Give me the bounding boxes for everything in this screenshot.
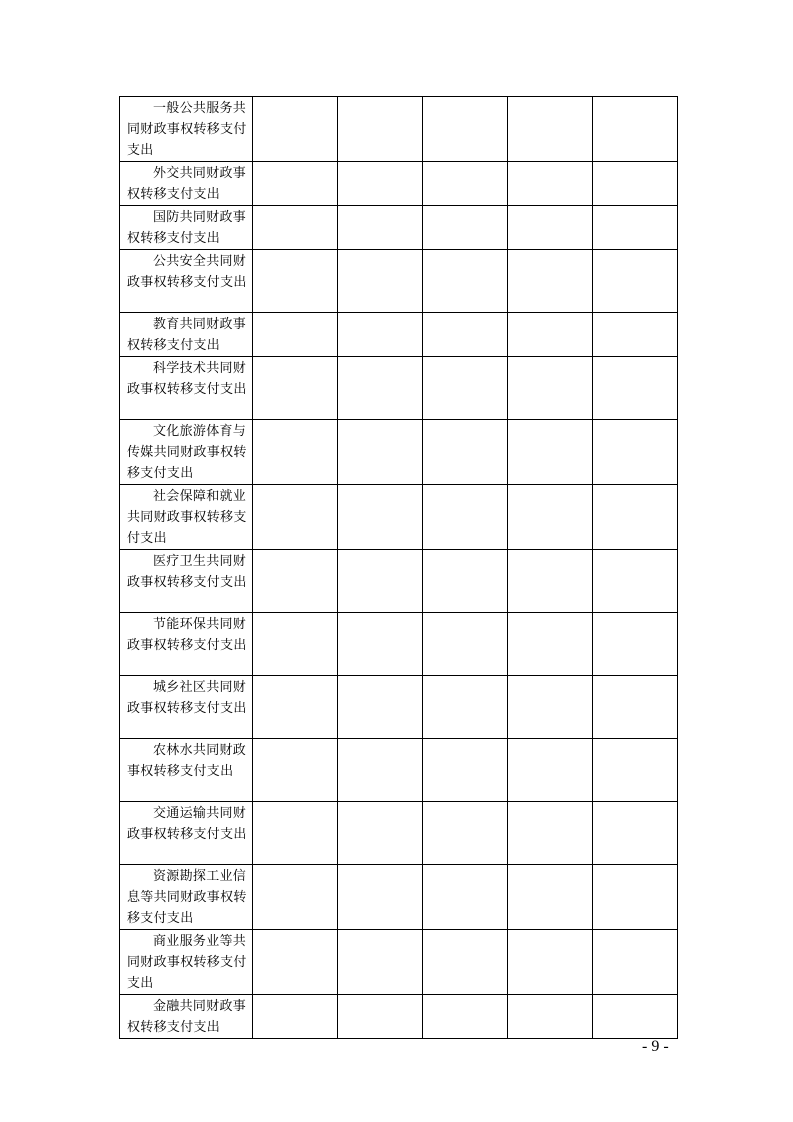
value-cell (508, 97, 593, 162)
value-cell (508, 865, 593, 930)
value-cell (338, 930, 423, 995)
value-cell (508, 162, 593, 206)
value-cell (253, 995, 338, 1039)
value-cell (338, 485, 423, 550)
value-cell (338, 357, 423, 420)
value-cell (253, 739, 338, 802)
value-cell (508, 739, 593, 802)
value-cell (593, 550, 678, 613)
row-label: 医疗卫生共同财政事权转移支付支出 (120, 550, 253, 613)
value-cell (253, 676, 338, 739)
table-row (120, 802, 678, 865)
value-cell (253, 802, 338, 865)
row-label: 一般公共服务共同财政事权转移支付支出 (120, 97, 253, 162)
value-cell (423, 739, 508, 802)
value-cell (593, 162, 678, 206)
value-cell (338, 802, 423, 865)
table-row (120, 97, 678, 162)
value-cell (338, 206, 423, 250)
value-cell (423, 97, 508, 162)
value-cell (593, 420, 678, 485)
table-row (120, 865, 678, 930)
value-cell (253, 162, 338, 206)
value-cell (253, 313, 338, 357)
value-cell (253, 550, 338, 613)
value-cell (423, 613, 508, 676)
value-cell (593, 250, 678, 313)
value-cell (508, 613, 593, 676)
row-label: 文化旅游体育与传媒共同财政事权转移支付支出 (120, 420, 253, 485)
value-cell (593, 485, 678, 550)
value-cell (423, 930, 508, 995)
value-cell (508, 420, 593, 485)
table-row (120, 250, 678, 313)
value-cell (338, 313, 423, 357)
table-row (120, 485, 678, 550)
value-cell (253, 357, 338, 420)
table-row (120, 613, 678, 676)
value-cell (423, 313, 508, 357)
row-label: 城乡社区共同财政事权转移支付支出 (120, 676, 253, 739)
value-cell (593, 357, 678, 420)
value-cell (338, 162, 423, 206)
value-cell (423, 676, 508, 739)
value-cell (253, 613, 338, 676)
value-cell (253, 865, 338, 930)
row-label: 资源勘探工业信息等共同财政事权转移支付支出 (120, 865, 253, 930)
row-label: 公共安全共同财政事权转移支付支出 (120, 250, 253, 313)
value-cell (508, 357, 593, 420)
value-cell (593, 97, 678, 162)
row-label: 农林水共同财政事权转移支付支出 (120, 739, 253, 802)
value-cell (508, 676, 593, 739)
value-cell (508, 250, 593, 313)
table-row (120, 162, 678, 206)
row-label: 交通运输共同财政事权转移支付支出 (120, 802, 253, 865)
value-cell (253, 97, 338, 162)
value-cell (423, 357, 508, 420)
row-label: 教育共同财政事权转移支付支出 (120, 313, 253, 357)
table-row (120, 357, 678, 420)
value-cell (338, 739, 423, 802)
transfer-payment-table (119, 96, 678, 1039)
row-label: 国防共同财政事权转移支付支出 (120, 206, 253, 250)
value-cell (593, 676, 678, 739)
value-cell (508, 802, 593, 865)
value-cell (253, 206, 338, 250)
value-cell (423, 865, 508, 930)
value-cell (338, 676, 423, 739)
table-row (120, 995, 678, 1039)
page-number: - 9 - (642, 1038, 669, 1055)
value-cell (593, 739, 678, 802)
value-cell (253, 420, 338, 485)
value-cell (338, 97, 423, 162)
row-label: 外交共同财政事权转移支付支出 (120, 162, 253, 206)
value-cell (593, 930, 678, 995)
table-row (120, 930, 678, 995)
value-cell (338, 613, 423, 676)
table-row (120, 550, 678, 613)
value-cell (253, 485, 338, 550)
table-row (120, 739, 678, 802)
value-cell (423, 802, 508, 865)
value-cell (593, 995, 678, 1039)
value-cell (508, 485, 593, 550)
table-row (120, 313, 678, 357)
value-cell (423, 420, 508, 485)
value-cell (593, 206, 678, 250)
value-cell (338, 550, 423, 613)
value-cell (593, 313, 678, 357)
value-cell (508, 206, 593, 250)
row-label: 科学技术共同财政事权转移支付支出 (120, 357, 253, 420)
value-cell (508, 550, 593, 613)
value-cell (423, 995, 508, 1039)
value-cell (253, 250, 338, 313)
value-cell (508, 930, 593, 995)
value-cell (593, 613, 678, 676)
row-label: 商业服务业等共同财政事权转移支付支出 (120, 930, 253, 995)
value-cell (423, 550, 508, 613)
row-label: 社会保障和就业共同财政事权转移支付支出 (120, 485, 253, 550)
value-cell (253, 930, 338, 995)
table-row (120, 420, 678, 485)
row-label: 金融共同财政事权转移支付支出 (120, 995, 253, 1039)
table-row (120, 206, 678, 250)
row-label: 节能环保共同财政事权转移支付支出 (120, 613, 253, 676)
value-cell (423, 485, 508, 550)
value-cell (423, 250, 508, 313)
table-body (120, 97, 678, 1039)
table-row (120, 676, 678, 739)
value-cell (593, 802, 678, 865)
value-cell (338, 420, 423, 485)
value-cell (338, 250, 423, 313)
value-cell (508, 995, 593, 1039)
value-cell (423, 206, 508, 250)
value-cell (338, 995, 423, 1039)
value-cell (423, 162, 508, 206)
value-cell (593, 865, 678, 930)
value-cell (508, 313, 593, 357)
value-cell (338, 865, 423, 930)
